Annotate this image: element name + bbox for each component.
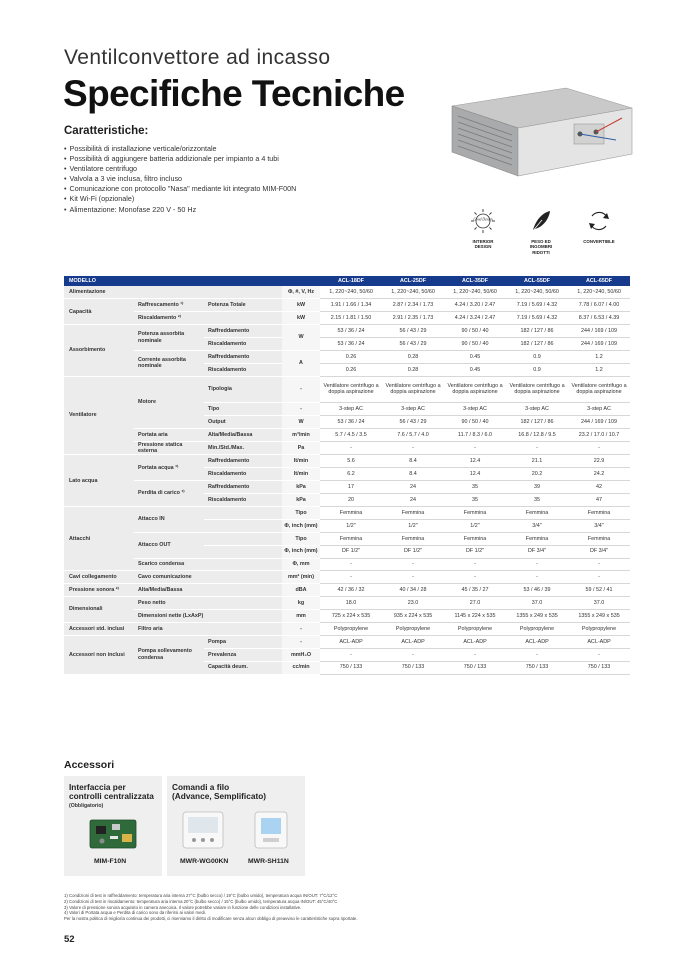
- table-cell: 90 / 50 / 40: [444, 416, 506, 429]
- table-cell: Tipologia: [204, 376, 282, 402]
- footnote: Per la nostra politica di migliorìa continua dei prodotti, ci riserviamo il diritto di modificare senza alcun obbligo di preavviso le caratteristiche sopra riportate.: [64, 916, 358, 922]
- table-cell: Polypropylene: [320, 622, 382, 635]
- table-cell: 40 / 34 / 28: [382, 584, 444, 597]
- table-cell: Raffreddamento: [204, 325, 282, 338]
- table-cell: 725 x 224 x 535: [320, 610, 382, 623]
- table-cell: 47: [568, 494, 630, 507]
- table-cell: -: [444, 648, 506, 661]
- badge-lightweight: [516, 208, 566, 255]
- table-cell: Cavi collegamento: [64, 571, 134, 584]
- table-cell: 53 / 36 / 24: [320, 416, 382, 429]
- table-cell: Output: [204, 416, 282, 429]
- table-cell: mm² (min): [282, 571, 320, 584]
- table-cell: 6.2: [320, 468, 382, 481]
- table-cell: [204, 532, 282, 545]
- table-cell: Pompa sollevamento condensa: [134, 635, 204, 674]
- table-cell: 244 / 169 / 109: [568, 416, 630, 429]
- table-cell: [204, 506, 282, 519]
- table-cell: 24: [382, 481, 444, 494]
- col-header: ACL-35DF: [444, 276, 506, 286]
- table-cell: Perdita di carico ³⁾: [134, 481, 204, 507]
- table-cell: 8.4: [382, 455, 444, 468]
- table-cell: ACL-ADP: [382, 635, 444, 648]
- table-cell: Portata aria: [134, 428, 204, 441]
- feature-badges: [458, 208, 630, 268]
- table-cell: Tipo: [282, 532, 320, 545]
- table-cell: 1.2: [568, 350, 630, 363]
- table-cell: Tipo: [204, 403, 282, 416]
- table-cell: Accessori non inclusi: [64, 635, 134, 674]
- table-row: [64, 481, 630, 494]
- table-cell: DF 1/2": [444, 545, 506, 558]
- table-cell: -: [382, 648, 444, 661]
- table-cell: Min./Std./Max.: [204, 441, 282, 455]
- table-cell: 3-step AC: [568, 403, 630, 416]
- table-cell: 53 / 36 / 24: [320, 325, 382, 338]
- table-cell: 1, 220~240, 50/60: [382, 286, 444, 299]
- simple-controller-image: [253, 810, 289, 850]
- table-cell: -: [382, 558, 444, 571]
- table-cell: 1.91 / 1.66 / 1.34: [320, 299, 382, 312]
- table-row: [64, 506, 630, 519]
- accessory-model: MWR-WG00KN: [180, 858, 229, 865]
- table-cell: 0.28: [382, 350, 444, 363]
- footnote: 3) Valore di pressione sonora acquisito in camera anecoica. Il valore potrebbe variare in funzione delle condizioni installative.: [64, 904, 302, 910]
- table-cell: 1, 220~240, 50/60: [568, 286, 630, 299]
- table-cell: -: [444, 558, 506, 571]
- list-item: • Ventilatore centrifugo: [64, 164, 296, 174]
- table-cell: 12.4: [444, 468, 506, 481]
- table-cell: Portata acqua ³⁾: [134, 455, 204, 481]
- table-cell: lt/min: [282, 455, 320, 468]
- table-cell: Dimensionali: [64, 597, 134, 623]
- table-cell: 53 / 46 / 39: [506, 584, 568, 597]
- table-cell: Corrente assorbita nominale: [134, 350, 204, 376]
- table-cell: Φ, #, V, Hz: [282, 286, 320, 299]
- table-cell: Raffreddamento: [204, 350, 282, 363]
- table-cell: Riscaldamento: [204, 363, 282, 376]
- badge-convertible: [574, 208, 624, 244]
- table-cell: A: [282, 350, 320, 376]
- page-title: Specifiche Tecniche: [63, 73, 405, 114]
- table-cell: Lato acqua: [64, 455, 134, 507]
- accessory-model: MWR-SH11N: [248, 858, 289, 865]
- table-cell: 37.0: [506, 597, 568, 610]
- spec-table: [64, 276, 630, 675]
- table-cell: 23.0: [382, 597, 444, 610]
- table-cell: Femmina: [444, 532, 506, 545]
- table-cell: 3-step AC: [444, 403, 506, 416]
- table-cell: Pa: [282, 441, 320, 455]
- table-cell: 1.2: [568, 363, 630, 376]
- table-row: [64, 441, 630, 455]
- table-row: [64, 286, 630, 299]
- table-cell: Φ, mm: [282, 558, 320, 571]
- table-cell: Polypropylene: [382, 622, 444, 635]
- table-cell: 20.2: [506, 468, 568, 481]
- accessory-model: MIM-F10N: [94, 858, 127, 865]
- table-cell: Ventilatore: [64, 376, 134, 455]
- table-cell: DF 3/4": [568, 545, 630, 558]
- good-design-icon: [470, 208, 496, 234]
- table-cell: 2.91 / 2.35 / 1.73: [382, 312, 444, 325]
- table-cell: 22.9: [568, 455, 630, 468]
- table-cell: -: [320, 648, 382, 661]
- table-cell: dBA: [282, 584, 320, 597]
- table-cell: 750 / 133: [568, 661, 630, 674]
- table-row: [64, 610, 630, 623]
- table-cell: 1355 x 249 x 535: [568, 610, 630, 623]
- list-item: • Alimentazione: Monofase 220 V - 50 Hz: [64, 205, 296, 215]
- table-cell: 56 / 43 / 29: [382, 338, 444, 351]
- table-cell: 17: [320, 481, 382, 494]
- wired-controller-image: [181, 810, 225, 850]
- table-row: [64, 584, 630, 597]
- table-row: [64, 597, 630, 610]
- table-cell: Cavo comunicazione: [134, 571, 282, 584]
- table-cell: Attacco IN: [134, 506, 204, 532]
- table-cell: 42: [568, 481, 630, 494]
- table-cell: 11.7 / 8.3 / 6.0: [444, 428, 506, 441]
- table-cell: 935 x 224 x 535: [382, 610, 444, 623]
- table-cell: 0.9: [506, 350, 568, 363]
- table-cell: 23.2 / 17.0 / 10.7: [568, 428, 630, 441]
- convertible-icon: [586, 208, 612, 234]
- table-cell: 1145 x 224 x 535: [444, 610, 506, 623]
- table-cell: 3-step AC: [382, 403, 444, 416]
- table-cell: Filtro aria: [134, 622, 282, 635]
- table-cell: -: [382, 571, 444, 584]
- table-cell: -: [506, 558, 568, 571]
- table-cell: -: [444, 571, 506, 584]
- table-cell: 1/2": [382, 519, 444, 532]
- footnote: 4) Valori di Portata acqua e Perdita di carico sono da riferirsi ai valori medi.: [64, 910, 207, 916]
- table-cell: 182 / 127 / 86: [506, 325, 568, 338]
- table-cell: -: [568, 648, 630, 661]
- table-row: [64, 571, 630, 584]
- table-cell: [204, 519, 282, 532]
- page-number: 52: [64, 934, 75, 945]
- table-cell: Alimentazione: [64, 286, 282, 299]
- table-row: [64, 312, 630, 325]
- table-cell: mmH₂O: [282, 648, 320, 661]
- table-cell: 53 / 36 / 24: [320, 338, 382, 351]
- table-cell: m³/min: [282, 428, 320, 441]
- table-cell: 5.7 / 4.5 / 3.5: [320, 428, 382, 441]
- table-cell: 56 / 43 / 29: [382, 325, 444, 338]
- table-cell: Capacità: [64, 299, 134, 325]
- table-cell: Assorbimento: [64, 325, 134, 377]
- table-cell: -: [382, 441, 444, 455]
- circuit-board-image: [88, 816, 138, 852]
- badge-label: INTERIOR DESIGN: [472, 239, 494, 250]
- table-row: [64, 558, 630, 571]
- list-item: • Kit Wi-Fi (opzionale): [64, 194, 296, 204]
- feather-icon: [528, 208, 554, 234]
- table-cell: 1, 220~240, 50/60: [444, 286, 506, 299]
- table-cell: Pompa: [204, 635, 282, 648]
- table-cell: ACL-ADP: [568, 635, 630, 648]
- table-cell: 0.28: [382, 363, 444, 376]
- page-subtitle: Ventilconvettore ad incasso: [64, 46, 331, 69]
- table-cell: 4.24 / 3.24 / 2.47: [444, 312, 506, 325]
- table-cell: 0.45: [444, 363, 506, 376]
- table-row: [64, 376, 630, 402]
- table-cell: -: [282, 622, 320, 635]
- accessories-heading: Accessori: [64, 759, 115, 771]
- table-cell: 1355 x 249 x 535: [506, 610, 568, 623]
- table-cell: 35: [444, 481, 506, 494]
- table-cell: 1/2": [444, 519, 506, 532]
- table-cell: 244 / 169 / 109: [568, 338, 630, 351]
- accessory-title: Comandi a filo (Advance, Semplificato): [172, 782, 267, 801]
- table-cell: 3/4": [568, 519, 630, 532]
- table-cell: Riscaldamento: [204, 468, 282, 481]
- col-header: ACL-18DF: [320, 276, 382, 286]
- table-cell: 244 / 169 / 109: [568, 325, 630, 338]
- table-row: [64, 350, 630, 363]
- table-cell: Accessori std. inclusi: [64, 622, 134, 635]
- table-cell: Alta/Media/Bassa: [204, 428, 282, 441]
- table-cell: -: [568, 558, 630, 571]
- col-header: ACL-55DF: [506, 276, 568, 286]
- table-cell: 12.4: [444, 455, 506, 468]
- table-cell: Tipo: [282, 506, 320, 519]
- table-cell: -: [282, 376, 320, 402]
- table-cell: 7.78 / 6.07 / 4.00: [568, 299, 630, 312]
- table-cell: 2.87 / 2.34 / 1.73: [382, 299, 444, 312]
- table-cell: 42 / 36 / 32: [320, 584, 382, 597]
- footnotes: [64, 893, 358, 922]
- list-item: • Possibilità di installazione verticale/orizzontale: [64, 144, 296, 154]
- table-cell: 0.45: [444, 350, 506, 363]
- table-cell: Raffrescamento ¹⁾: [134, 299, 204, 312]
- table-cell: -: [444, 441, 506, 455]
- table-cell: Polypropylene: [444, 622, 506, 635]
- table-cell: -: [282, 635, 320, 648]
- table-cell: Φ, inch (mm): [282, 519, 320, 532]
- table-cell: Peso netto: [134, 597, 282, 610]
- table-cell: DF 3/4": [506, 545, 568, 558]
- table-cell: Femmina: [568, 506, 630, 519]
- table-cell: DF 1/2": [320, 545, 382, 558]
- table-cell: 7.19 / 5.69 / 4.32: [506, 312, 568, 325]
- table-cell: 0.26: [320, 363, 382, 376]
- table-cell: Ventilatore centrifugo a doppia aspirazione: [568, 376, 630, 402]
- table-cell: 182 / 127 / 86: [506, 416, 568, 429]
- table-cell: 5.6: [320, 455, 382, 468]
- badge-label: CONVERTIBLE: [583, 239, 615, 244]
- table-row: [64, 532, 630, 545]
- table-cell: 7.6 / 5.7 / 4.0: [382, 428, 444, 441]
- table-cell: 3/4": [506, 519, 568, 532]
- table-cell: Alta/Media/Bassa: [134, 584, 282, 597]
- table-cell: Ventilatore centrifugo a doppia aspirazione: [506, 376, 568, 402]
- table-cell: ACL-ADP: [320, 635, 382, 648]
- badge-interior-design: [458, 208, 508, 250]
- table-cell: kPa: [282, 494, 320, 507]
- table-cell: Femmina: [382, 532, 444, 545]
- table-cell: 1/2": [320, 519, 382, 532]
- table-cell: Capacità deum.: [204, 661, 282, 674]
- table-cell: Femmina: [506, 532, 568, 545]
- table-row: [64, 299, 630, 312]
- table-cell: 18.0: [320, 597, 382, 610]
- table-cell: Femmina: [320, 532, 382, 545]
- table-cell: 0.26: [320, 350, 382, 363]
- table-cell: Riscaldamento ²⁾: [134, 312, 282, 325]
- table-cell: 59 / 52 / 41: [568, 584, 630, 597]
- table-cell: 1, 220~240, 50/60: [320, 286, 382, 299]
- table-cell: 7.19 / 5.69 / 4.32: [506, 299, 568, 312]
- features-list: [64, 144, 296, 215]
- table-cell: -: [506, 571, 568, 584]
- table-cell: 750 / 133: [382, 661, 444, 674]
- table-cell: W: [282, 416, 320, 429]
- table-cell: kg: [282, 597, 320, 610]
- accessory-note: (Obbligatorio): [69, 803, 104, 809]
- table-cell: Ventilatore centrifugo a doppia aspirazione: [382, 376, 444, 402]
- table-cell: -: [320, 441, 382, 455]
- table-cell: ACL-ADP: [444, 635, 506, 648]
- fan-coil-unit-image: [446, 80, 636, 190]
- table-cell: 1, 220~240, 50/60: [506, 286, 568, 299]
- table-cell: Potenza assorbita nominale: [134, 325, 204, 351]
- badge-label: PESO ED INGOMBRI RIDOTTI: [529, 239, 553, 255]
- table-cell: Femmina: [444, 506, 506, 519]
- table-cell: W: [282, 325, 320, 351]
- table-cell: [204, 545, 282, 558]
- table-cell: -: [320, 571, 382, 584]
- table-cell: Riscaldamento: [204, 338, 282, 351]
- table-cell: 3-step AC: [320, 403, 382, 416]
- table-cell: 3-step AC: [506, 403, 568, 416]
- svg-text:Good Design: Good Design: [473, 217, 493, 222]
- table-cell: 35: [444, 494, 506, 507]
- table-cell: Scarico condensa: [134, 558, 282, 571]
- table-row: [64, 635, 630, 648]
- table-cell: kPa: [282, 481, 320, 494]
- table-cell: -: [320, 558, 382, 571]
- table-row: [64, 325, 630, 338]
- table-cell: 8.4: [382, 468, 444, 481]
- table-row: [64, 622, 630, 635]
- table-cell: 56 / 43 / 29: [382, 416, 444, 429]
- table-cell: 21.1: [506, 455, 568, 468]
- table-cell: 45 / 35 / 27: [444, 584, 506, 597]
- table-cell: Ventilatore centrifugo a doppia aspirazione: [444, 376, 506, 402]
- table-cell: -: [506, 441, 568, 455]
- features-heading: Caratteristiche:: [64, 125, 149, 137]
- table-cell: 16.8 / 12.8 / 9.5: [506, 428, 568, 441]
- table-cell: Polypropylene: [506, 622, 568, 635]
- table-cell: 750 / 133: [506, 661, 568, 674]
- table-cell: Polypropylene: [568, 622, 630, 635]
- table-cell: Dimensioni nette (LxAxP): [134, 610, 282, 623]
- table-cell: kW: [282, 312, 320, 325]
- table-cell: Ventilatore centrifugo a doppia aspirazione: [320, 376, 382, 402]
- table-cell: 8.37 / 6.53 / 4.39: [568, 312, 630, 325]
- table-cell: 90 / 50 / 40: [444, 338, 506, 351]
- table-cell: -: [282, 403, 320, 416]
- table-cell: 182 / 127 / 86: [506, 338, 568, 351]
- table-cell: Femmina: [568, 532, 630, 545]
- table-row: [64, 428, 630, 441]
- table-cell: mm: [282, 610, 320, 623]
- table-row: [64, 455, 630, 468]
- footnote: 2) Condizioni di test in riscaldamento: temperatura aria interna 20°C (bulbo secco) / 15°C (bulbo umido), temperatura acqua IN/OUT: 45°C/40°C: [64, 898, 338, 904]
- table-cell: 0.9: [506, 363, 568, 376]
- table-cell: Femmina: [506, 506, 568, 519]
- table-cell: 750 / 133: [320, 661, 382, 674]
- table-cell: Potenza Totale: [204, 299, 282, 312]
- table-cell: ACL-ADP: [506, 635, 568, 648]
- table-header-row: [64, 276, 630, 286]
- table-cell: 35: [506, 494, 568, 507]
- table-cell: 39: [506, 481, 568, 494]
- col-header: ACL-25DF: [382, 276, 444, 286]
- table-cell: Femmina: [382, 506, 444, 519]
- col-header-model: MODELLO: [64, 276, 320, 286]
- table-cell: 37.0: [568, 597, 630, 610]
- table-cell: Φ, inch (mm): [282, 545, 320, 558]
- list-item: • Possibilità di aggiungere batteria addizionale per impianto a 4 tubi: [64, 154, 296, 164]
- table-cell: Pressione statica esterna: [134, 441, 204, 455]
- table-cell: Femmina: [320, 506, 382, 519]
- table-cell: cc/min: [282, 661, 320, 674]
- table-cell: -: [506, 648, 568, 661]
- table-cell: Riscaldamento: [204, 494, 282, 507]
- list-item: • Comunicazione con protocollo "Nasa" mediante kit integrato MIM-F00N: [64, 184, 296, 194]
- col-header: ACL-65DF: [568, 276, 630, 286]
- table-cell: Attacchi: [64, 506, 134, 570]
- table-cell: 24.2: [568, 468, 630, 481]
- table-cell: 24: [382, 494, 444, 507]
- table-cell: 90 / 50 / 40: [444, 325, 506, 338]
- table-cell: 20: [320, 494, 382, 507]
- accessory-title: Interfaccia per controlli centralizzata: [69, 782, 154, 801]
- table-cell: 2.15 / 1.81 / 1.50: [320, 312, 382, 325]
- table-cell: -: [568, 571, 630, 584]
- table-cell: 4.24 / 3.20 / 2.47: [444, 299, 506, 312]
- table-cell: Raffreddamento: [204, 455, 282, 468]
- table-cell: DF 1/2": [382, 545, 444, 558]
- table-cell: Motore: [134, 376, 204, 428]
- footnote: 1) Condizioni di test in raffreddamento: temperatura aria interna 27°C (bulbo secco) / 19°C (bulbo umido), temperatura acqua IN/OUT: 7°C/12°C: [64, 893, 338, 898]
- table-cell: Raffreddamento: [204, 481, 282, 494]
- table-cell: Attacco OUT: [134, 532, 204, 558]
- list-item: • Valvola a 3 vie inclusa, filtro incluso: [64, 174, 296, 184]
- table-cell: -: [568, 441, 630, 455]
- table-cell: kW: [282, 299, 320, 312]
- table-cell: 27.0: [444, 597, 506, 610]
- table-cell: Prevalenza: [204, 648, 282, 661]
- table-cell: 750 / 133: [444, 661, 506, 674]
- table-cell: Pressione sonora ²⁾: [64, 584, 134, 597]
- table-cell: lt/min: [282, 468, 320, 481]
